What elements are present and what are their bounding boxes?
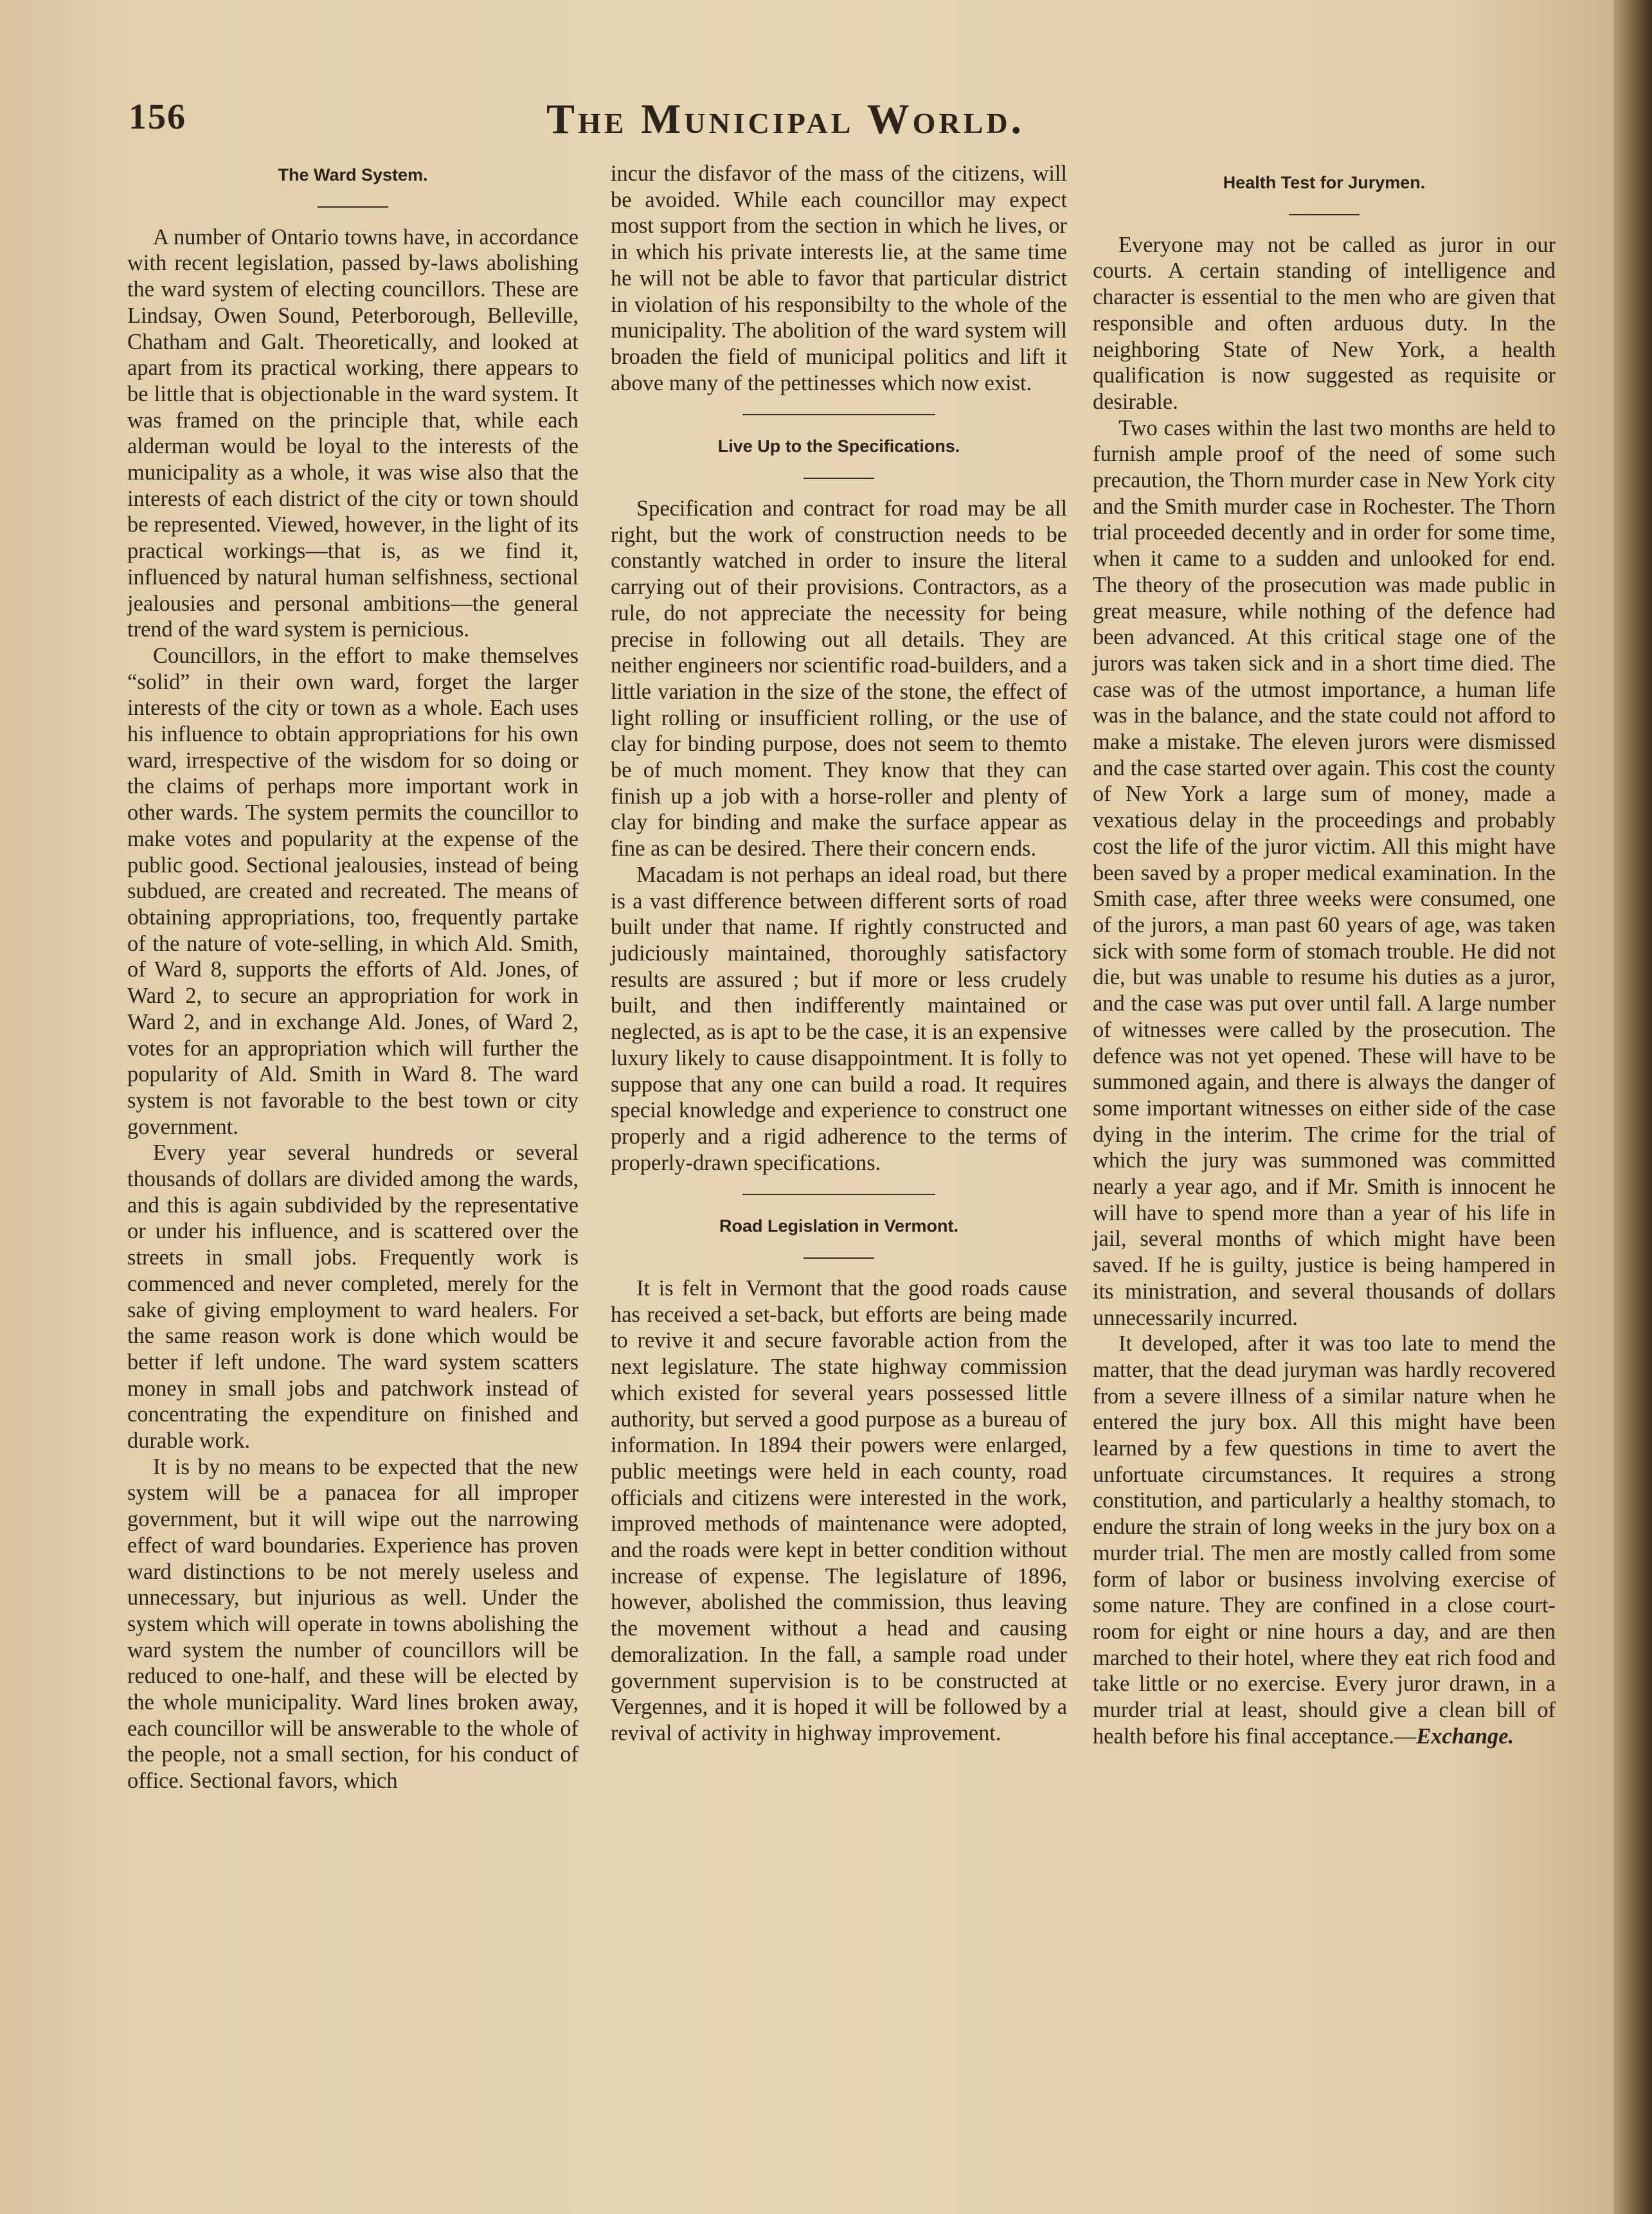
paragraph: Councillors, in the effort to make themselves “solid” in their own ward, forget the larger interests of the city or town as a whole. Each uses his influence to obtain appropriations for his own ward, irrespective of the wisdom for so doing or the claims of perhaps more important work in other wards. The system permits the councillor to make votes and popularity at the expense of the public good. Sectional jealousies, instead of being subdued, are created and recreated. The means of obtaining appropriations, too, frequently partake of the nature of vote-selling, in which Ald. Smith, of Ward 8, supports the efforts of Ald. Jones, of Ward 2, to secure an appropriation for work in Ward 2, and in exchange Ald. Jones, of Ward 2, votes for an appropriation which will further the popularity of Ald. Smith in Ward 8. The ward system is not favorable to the best town or city government. — [127, 643, 579, 1139]
column-middle — [611, 161, 1067, 1747]
page-number: 156 — [129, 97, 186, 137]
title-divider — [804, 478, 874, 479]
paragraph: Macadam is not perhaps an ideal road, but there is a vast difference between different sorts of road built under that name. If rightly constructed and judiciously maintained, thoroughly satisfactory results are assured ; but if more or less crudely built, and then indifferently maintained or neglected, as is apt to be the case, it is an expensive luxury likely to cause disappointment. It is folly to suppose that any one can build a road. It requires special knowledge and experience to construct one properly and a rigid adherence to the terms of properly-drawn specifications. — [611, 862, 1067, 1175]
article-title-vermont: Road Legislation in Vermont. — [719, 1216, 959, 1236]
paragraph-text: It developed, after it was too late to mend the matter, that the dead juryman was hardly recovered from a severe illness of a similar nature when he entered the jury box. All this might have been learned by a few questions in time to avert the unfortuate circumstances. It requires a strong constitution, and particularly a healthy stomach, to endure the strain of long weeks in the jury box on a murder trial. The men are mostly called from some form of labor or business involving exercise of some nature. They are confined in a close court-room for eight or nine hours a day, and are then marched to their hotel, where they eat rich food and take little or no exercise. Every juror drawn, in a murder trial at least, should give a clean bill of health before his final acceptance.— — [1093, 1331, 1556, 1749]
article-separator — [742, 1194, 935, 1195]
paragraph: Two cases within the last two months are held to furnish ample proof of the need of some such precaution, the Thorn murder case in New York city and the Smith murder case in Rochester. The Thorn trial proceeded decently and in order for some time, when it came to a sudden and unlooked for end. The theory of the prosecution was made public in great measure, while nothing of the defence had been advanced. At this critical stage one of the jurors was taken sick and in a short time died. The case was of the utmost importance, a human life was in the balance, and the state could not afford to make a mistake. The eleven jurors were dismissed and the case started over again. This cost the county of New York a large sum of money, made a vexatious delay in the proceedings and probably cost the life of the juror victim. All this might have been saved by a proper medical examination. In the Smith case, after three weeks were consumed, one of the jurors, a man past 60 years of age, was taken sick with some form of stomach trouble. He did not die, but was unable to resume his duties as a juror, and the case was put over until fall. A large number of witnesses were called by the prosecution. The defence was not yet opened. These will have to be summoned again, and there is always the danger of some important witnesses on either side of the case dying in the interim. The crime for the trial of which the jury was summoned was committed nearly a year ago, and if Mr. Smith is innocent he will have to spend more than a year of his life in jail, several months of which might have been saved. If he is guilty, justice is being hampered in its ministration, and several thousands of dollars unnecessarily incurred. — [1093, 415, 1556, 1330]
column-right — [1093, 161, 1556, 1749]
paragraph: It is by no means to be expected that the new system will be a panacea for all improper government, but it will wipe out the narrowing effect of ward boundaries. Experience has proven ward distinctions to be not merely useless and unnecessary, but injurious as well. Under the system which will operate in towns abolishing the ward system the number of councillors will be reduced to one-half, and these will be elected by the whole municipality. Ward lines broken away, each councillor will be answerable to the whole of the people, not a small section, for his conduct of office. Sectional favors, which — [127, 1454, 579, 1794]
book-gutter — [1613, 0, 1652, 2214]
article-title-specifications: Live Up to the Specifications. — [717, 437, 960, 456]
source-signature: Exchange. — [1416, 1724, 1514, 1749]
title-divider — [1289, 214, 1360, 215]
paragraph: Every year several hundreds or several thousands of dollars are divided among the wards, and this is again subdivided by the representative or under his influence, and is scattered over the streets in small jobs. Frequently work is commenced and never completed, merely for the sake of giving employment to ward healers. For the same reason work is done which would be better if left undone. The ward system scatters money in small jobs and patchwork instead of concentrating the expenditure on finished and durable work. — [127, 1140, 579, 1454]
column-left — [127, 161, 579, 1794]
paragraph: A number of Ontario towns have, in accordance with recent legislation, passed by-laws abolishing the ward system of electing councillors. These are Lindsay, Owen Sound, Peterborough, Belleville, Chatham and Galt. Theoretically, and looked at apart from its practical working, there appears to be little that is objectionable in the ward system. It was framed on the principle that, while each alderman would be loyal to the interests of the municipality as a whole, it was wise also that the interests of each district of the city or town should be represented. Viewed, however, in the light of its practical workings—that is, as we find it, influenced by natural human selfishness, sectional jealousies and personal ambitions—the general trend of the ward system is pernicious. — [127, 224, 579, 642]
page-header — [122, 90, 1601, 161]
paragraph: Specification and contract for road may be all right, but the work of construction needs to be constantly watched in order to insure the literal carrying out of their provisions. Contractors, as a rule, do not appreciate the necessity for being precise in following out all details. They are neither engineers nor scientific road-builders, and a little variation in the size of the stone, the effect of light rolling or insufficient rolling, or the use of clay for binding purpose, does not seem to themto be of much moment. They know that they can finish up a job with a horse-roller and plenty of clay for binding and make the surface appear as fine as can be desired. There their concern ends. — [611, 496, 1067, 861]
title-divider — [804, 1257, 874, 1259]
title-divider — [318, 206, 388, 208]
journal-title: The Municipal World. — [546, 96, 1025, 143]
article-separator — [742, 414, 935, 415]
paragraph: Everyone may not be called as juror in our courts. A certain standing of intelligence and character is essential to the men who are given that responsible and often arduous duty. In the neighboring State of New York, a health qualification is now suggested as requisite or desirable. — [1093, 232, 1556, 414]
paragraph-continuation: incur the disfavor of the mass of the citizens, will be avoided. While each councillor may expect most support from the section in which he lives, or in which his private interests lie, at the same time he will not be able to favor that particular district in violation of his responsibilty to the whole of the municipality. The abolition of the ward system will broaden the field of municipal politics and lift it above many of the pettinesses which now exist. — [611, 161, 1067, 395]
paragraph: It is felt in Vermont that the good roads cause has received a set-back, but efforts are being made to revive it and secure favorable action from the next legislature. The state highway commission which existed for several years possessed little authority, but served a good purpose as a bureau of information. In 1894 their powers were enlarged, public meetings were held in each county, road officials and citizens were interested in the work, improved methods of maintenance were adopted, and the roads were kept in better condition without increase of expense. The legislature of 1896, however, abolished the commission, thus leaving the movement without a head and causing demoralization. In the fall, a sample road under government supervision is to be constructed at Vergennes, and it is hoped it will be followed by a revival of activity in highway improvement. — [611, 1276, 1067, 1745]
paragraph — [1093, 1331, 1556, 1749]
article-title-health-test: Health Test for Jurymen. — [1223, 173, 1426, 192]
article-title-ward-system: The Ward System. — [278, 165, 428, 184]
